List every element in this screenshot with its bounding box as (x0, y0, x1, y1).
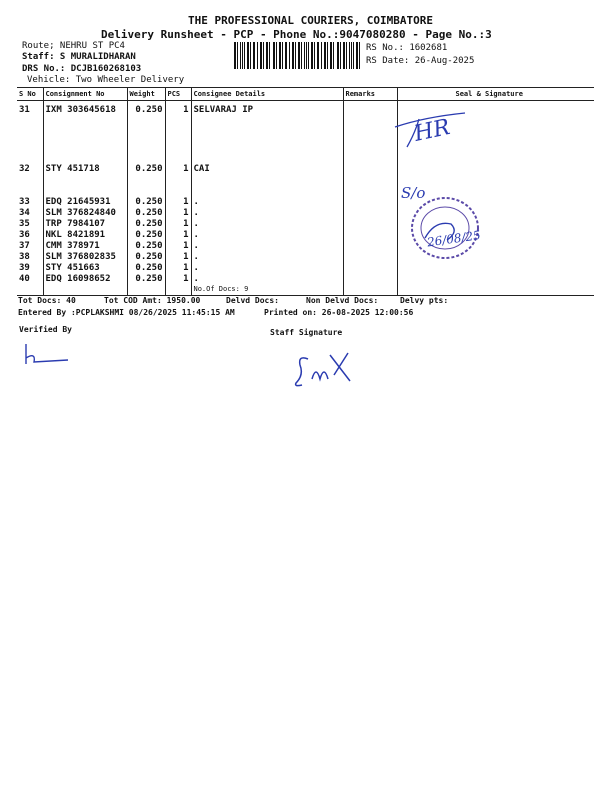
summary-cell (165, 285, 191, 296)
consignment-cell: NKL 8421891 (43, 230, 127, 241)
pcs-cell: 1 (165, 208, 191, 219)
non-delivered-docs: Non Delvd Docs: (306, 296, 379, 305)
summary-cell (17, 285, 43, 296)
sno-cell: 36 (19, 230, 30, 240)
table-row (17, 197, 594, 208)
stamp-date: 26/08/25 (426, 228, 482, 250)
verified-by-signature (22, 340, 82, 370)
pcs-cell: 1 (165, 274, 191, 285)
tot-docs: Tot Docs: 40 (18, 296, 76, 305)
col-pcs: PCS (165, 88, 191, 101)
table-row (17, 285, 594, 296)
consignee-cell: . (191, 241, 343, 252)
runsheet-table (17, 87, 594, 296)
staff: Staff: S MURALIDHARAN (22, 52, 136, 62)
pcs-cell: 1 (165, 197, 191, 208)
drs-number: DRS No.: DCJB160268103 (22, 64, 142, 74)
summary-cell (397, 285, 594, 296)
weight-cell: 0.250 (127, 208, 165, 219)
row31-signature-text: HR (412, 114, 453, 147)
table-row (17, 160, 594, 197)
col-sno: S No (17, 88, 43, 101)
pcs-cell: 1 (165, 263, 191, 274)
weight-cell: 0.250 (127, 101, 165, 161)
consignment-cell: CMM 378971 (43, 241, 127, 252)
col-weight: Weight (127, 88, 165, 101)
tot-cod-amount: Tot COD Amt: 1950.00 (104, 296, 201, 305)
entered-by: Entered By :PCPLAKSHMI 08/26/2025 11:45:15 AM (18, 308, 235, 317)
remarks-cell (343, 274, 397, 285)
weight-cell: 0.250 (127, 274, 165, 285)
sno-cell: 35 (19, 219, 30, 229)
barcode (234, 42, 362, 69)
pcs-cell: 1 (165, 160, 191, 197)
sno-cell: 37 (19, 241, 30, 251)
summary-cell (343, 285, 397, 296)
consignee-cell: . (191, 208, 343, 219)
weight-cell: 0.250 (127, 230, 165, 241)
pcs-cell: 1 (165, 241, 191, 252)
pcs-cell: 1 (165, 252, 191, 263)
consignee-cell: SELVARAJ IP (191, 101, 343, 161)
sno-cell: 32 (19, 164, 30, 174)
pcs-cell: 1 (165, 230, 191, 241)
company-title: THE PROFESSIONAL COURIERS, COIMBATORE (188, 14, 434, 27)
sno-cell: 40 (19, 274, 30, 284)
delivery-stamp (395, 180, 505, 270)
remarks-cell (343, 197, 397, 208)
pcs-cell: 1 (165, 219, 191, 230)
vehicle: Vehicle: Two Wheeler Delivery (27, 75, 185, 85)
seal-signature-cell (397, 274, 594, 285)
consignee-cell: CAI (191, 160, 343, 197)
remarks-cell (343, 263, 397, 274)
row31-signature (385, 105, 475, 155)
weight-cell: 0.250 (127, 219, 165, 230)
runsheet-subtitle: Delivery Runsheet - PCP - Phone No.:9047080280 - Page No.:3 (101, 28, 492, 41)
consignment-cell: STY 451663 (43, 263, 127, 274)
remarks-cell (343, 219, 397, 230)
consignee-cell: . (191, 252, 343, 263)
col-remarks: Remarks (343, 88, 397, 101)
delivered-docs: Delvd Docs: (226, 296, 279, 305)
weight-cell: 0.250 (127, 197, 165, 208)
table-row (17, 263, 594, 274)
rs-date: RS Date: 26-Aug-2025 (366, 56, 475, 66)
stamp-note: S/o (401, 184, 426, 202)
table-header-row (17, 88, 594, 101)
consignment-cell: EDQ 21645931 (43, 197, 127, 208)
sno-cell: 33 (19, 197, 30, 207)
consignee-cell: . (191, 274, 343, 285)
weight-cell: 0.250 (127, 241, 165, 252)
verified-by-label: Verified By (19, 325, 72, 334)
sno-cell: 38 (19, 252, 30, 262)
printed-on: Printed on: 26-08-2025 12:00:56 (264, 308, 414, 317)
weight-cell: 0.250 (127, 160, 165, 197)
col-seal-signature: Seal & Signature (397, 88, 594, 101)
table-row (17, 208, 594, 219)
table-row (17, 101, 594, 161)
consignee-cell: . (191, 219, 343, 230)
staff-signature-label: Staff Signature (270, 328, 343, 337)
col-consignment: Consignment No (43, 88, 127, 101)
weight-cell: 0.250 (127, 252, 165, 263)
table-row (17, 274, 594, 285)
remarks-cell (343, 230, 397, 241)
no-of-docs: No.Of Docs: 9 (191, 285, 343, 296)
consignee-cell: . (191, 197, 343, 208)
consignment-cell: SLM 376824840 (43, 208, 127, 219)
consignment-cell: TRP 7984107 (43, 219, 127, 230)
table-row (17, 241, 594, 252)
route: Route; NEHRU ST PC4 (22, 41, 125, 51)
remarks-cell (343, 160, 397, 197)
table-row (17, 230, 594, 241)
summary-cell (127, 285, 165, 296)
remarks-cell (343, 252, 397, 263)
sno-cell: 39 (19, 263, 30, 273)
col-consignee: Consignee Details (191, 88, 343, 101)
consignee-cell: . (191, 263, 343, 274)
consignee-cell: . (191, 230, 343, 241)
staff-signature (290, 345, 360, 395)
consignment-cell: IXM 303645618 (43, 101, 127, 161)
pcs-cell: 1 (165, 101, 191, 161)
table-row (17, 219, 594, 230)
consignment-cell: SLM 376802835 (43, 252, 127, 263)
sno-cell: 31 (19, 105, 30, 115)
delivery-points: Delvy pts: (400, 296, 449, 305)
weight-cell: 0.250 (127, 263, 165, 274)
consignment-cell: EDQ 16098652 (43, 274, 127, 285)
summary-cell (43, 285, 127, 296)
sno-cell: 34 (19, 208, 30, 218)
consignment-cell: STY 451718 (43, 160, 127, 197)
remarks-cell (343, 241, 397, 252)
remarks-cell (343, 208, 397, 219)
table-row (17, 252, 594, 263)
rs-number: RS No.: 1602681 (366, 43, 448, 53)
